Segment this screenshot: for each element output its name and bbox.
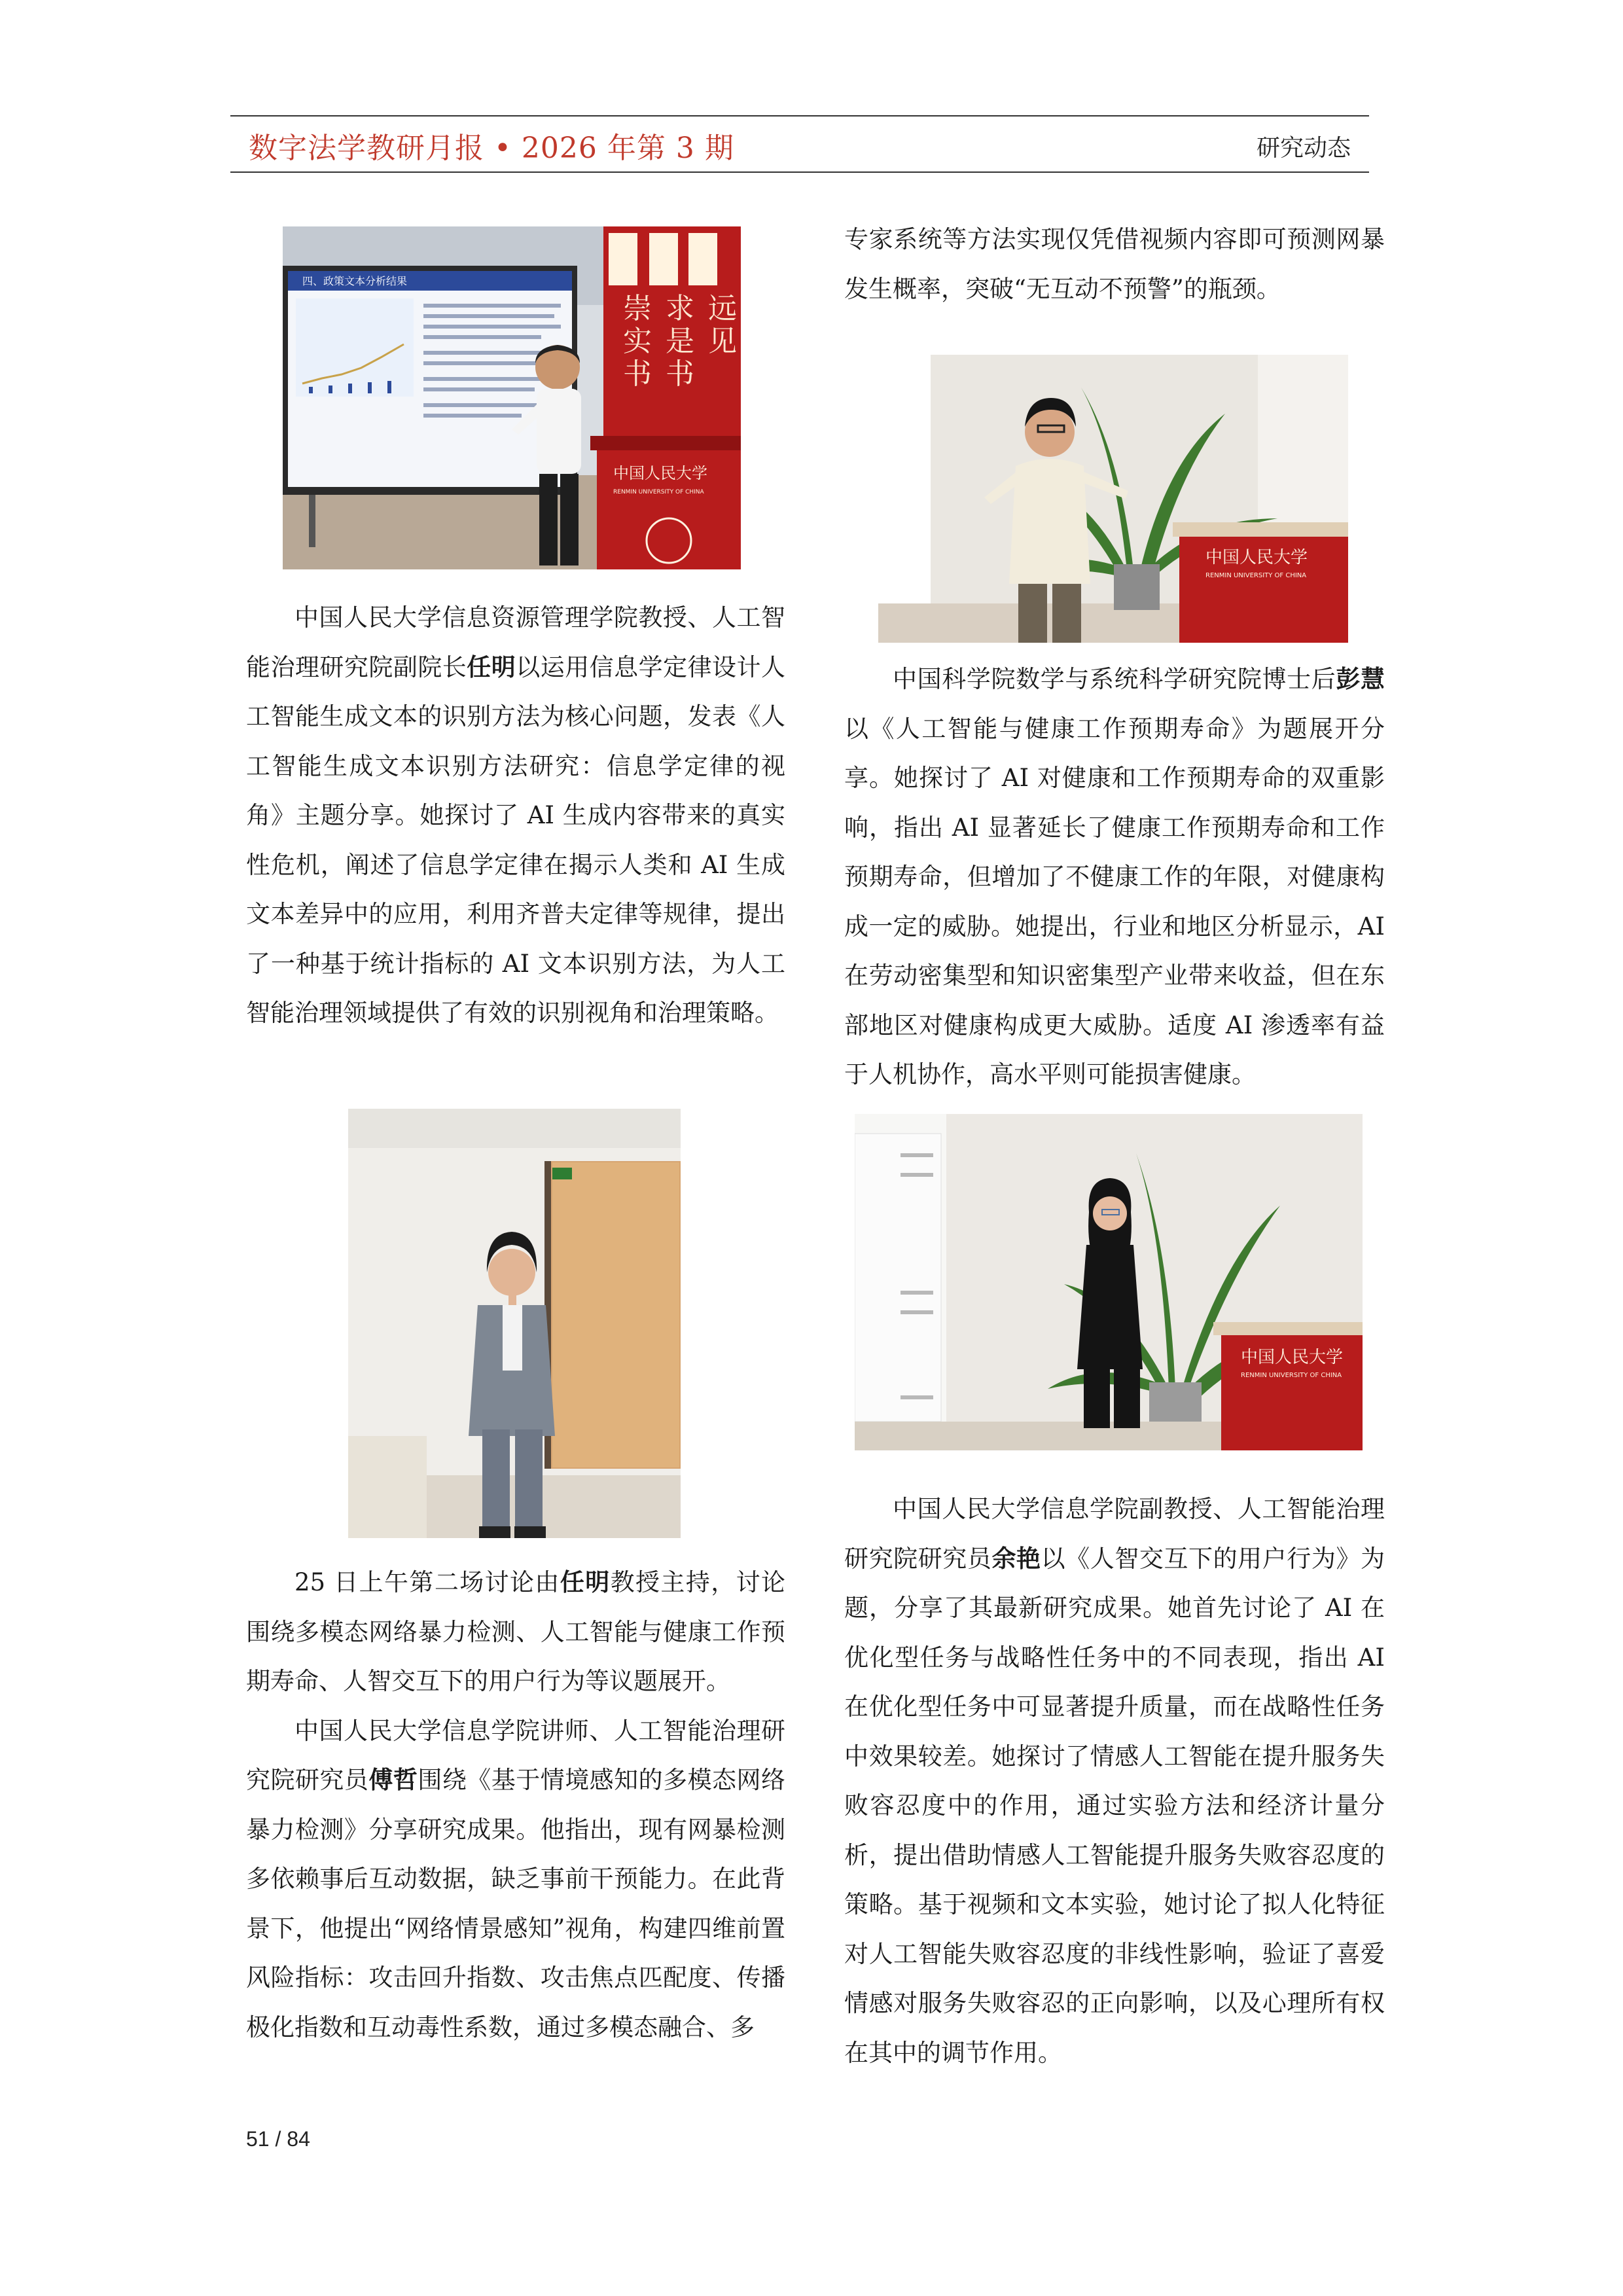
photo-speaker-female [348,1109,681,1538]
section-title: 研究动态 [1257,135,1351,162]
right-column-bottom-text [844,1484,1385,2077]
speaker-name: 傅哲 [368,1765,418,1794]
banner-char: 书 [666,357,694,391]
right-column-middle-text [844,655,1385,1100]
podium-label: 中国人民大学 [1205,548,1308,567]
paragraph-session-two: 25 日上午第二场讨论由任明教授主持，讨论围绕多模态网络暴力检测、人工智能与健康工作预期寿命、人智交互下的用户行为等议题展开。 [246,1568,786,1695]
banner-char: 实 [623,325,652,358]
banner-char: 是 [666,325,694,358]
podium-label-en: RENMIN UNIVERSITY OF CHINA [1241,1372,1342,1379]
speaker-name: 任明 [467,652,516,681]
screen-slide-title: 四、政策文本分析结果 [302,275,408,287]
banner-char: 崇 [623,292,652,325]
photo-speaker-ren-ming [283,226,741,569]
banner-char: 求 [666,292,694,325]
left-column-top-text [246,593,785,1038]
right-column-top-text [844,215,1385,314]
speaker-name: 任明 [560,1568,611,1596]
page-number: 51 / 84 [246,2127,310,2151]
speaker-name: 余艳 [991,1543,1041,1573]
header-top-rule [230,115,1369,117]
podium-label: 中国人民大学 [1241,1348,1344,1367]
paragraph-yu-yan: 中国人民大学信息学院副教授、人工智能治理研究院研究员余艳以《人智交互下的用户行为》为题，分享了其最新研究成果。她首先讨论了 AI 在优化型任务与战略性任务中的不同表现，指出 AI 在优化型任务中可显著提升质量，而在战略性任务中效果较差。她探讨了情感人工智能在提升服务失败容忍度中的作用，通过实验方法和经济计量分析，提出借助情感人工智能提升服务失败容忍度的策略。基于视频和文本实验，她讨论了拟人化特征对人工智能失败容忍度的非线性影响，验证了喜爱情感对服务失败容忍的正向影响，以及心理所有权在其中的调节作用。 [844,1495,1385,2067]
speaker-name: 彭慧 [1336,664,1385,693]
paragraph-peng-hui: 中国科学院数学与系统科学研究院博士后彭慧以《人工智能与健康工作预期寿命》为题展开分享。她探讨了 AI 对健康和工作预期寿命的双重影响，指出 AI 显著延长了健康工作预期寿命和工作预期寿命，但增加了不健康工作的年限，对健康构成一定的威胁。她提出，行业和地区分析显示，AI 在劳动密集型和知识密集型产业带来收益，但在东部地区对健康构成更大威胁。适度 AI 渗透率有益于人机协作，高水平则可能损害健康。 [844,664,1385,1088]
banner-char: 书 [623,357,652,391]
paragraph-continuation: 专家系统等方法实现仅凭借视频内容即可预测网暴发生概率，突破“无互动不预警”的瓶颈。 [844,225,1385,303]
banner-char: 远 [708,292,737,325]
podium-label-en: RENMIN UNIVERSITY OF CHINA [613,489,704,495]
photo-speaker-peng-hui [878,355,1348,643]
journal-title: 数字法学教研月报 • 2026 年第 3 期 [249,132,734,165]
podium-label: 中国人民大学 [613,464,707,482]
banner-char: 见 [708,325,737,358]
podium-label-en: RENMIN UNIVERSITY OF CHINA [1205,572,1307,579]
photo-speaker-yu-yan [855,1114,1363,1450]
left-column-bottom-text [246,1558,785,2052]
paragraph-fu-zhe: 中国人民大学信息学院讲师、人工智能治理研究院研究员傅哲围绕《基于情境感知的多模态网络暴力检测》分享研究成果。他指出，现有网暴检测多依赖事后互动数据，缺乏事前干预能力。在此背景下，他提出“网络情景感知”视角，构建四维前置风险指标：攻击回升指数、攻击焦点匹配度、传播极化指数和互动毒性系数，通过多模态融合、多 [246,1716,786,2041]
paragraph-ren-ming: 中国人民大学信息资源管理学院教授、人工智能治理研究院副院长任明以运用信息学定律设计人工智能生成文本的识别方法为核心问题，发表《人工智能生成文本识别方法研究：信息学定律的视角》主题分享。她探讨了 AI 生成内容带来的真实性危机，阐述了信息学定律在揭示人类和 AI 生成文本差异中的应用，利用齐普夫定律等规律，提出了一种基于统计指标的 AI 文本识别方法，为人工智能治理领域提供了有效的识别视角和治理策略。 [246,603,786,1027]
header-bottom-rule [230,171,1369,173]
